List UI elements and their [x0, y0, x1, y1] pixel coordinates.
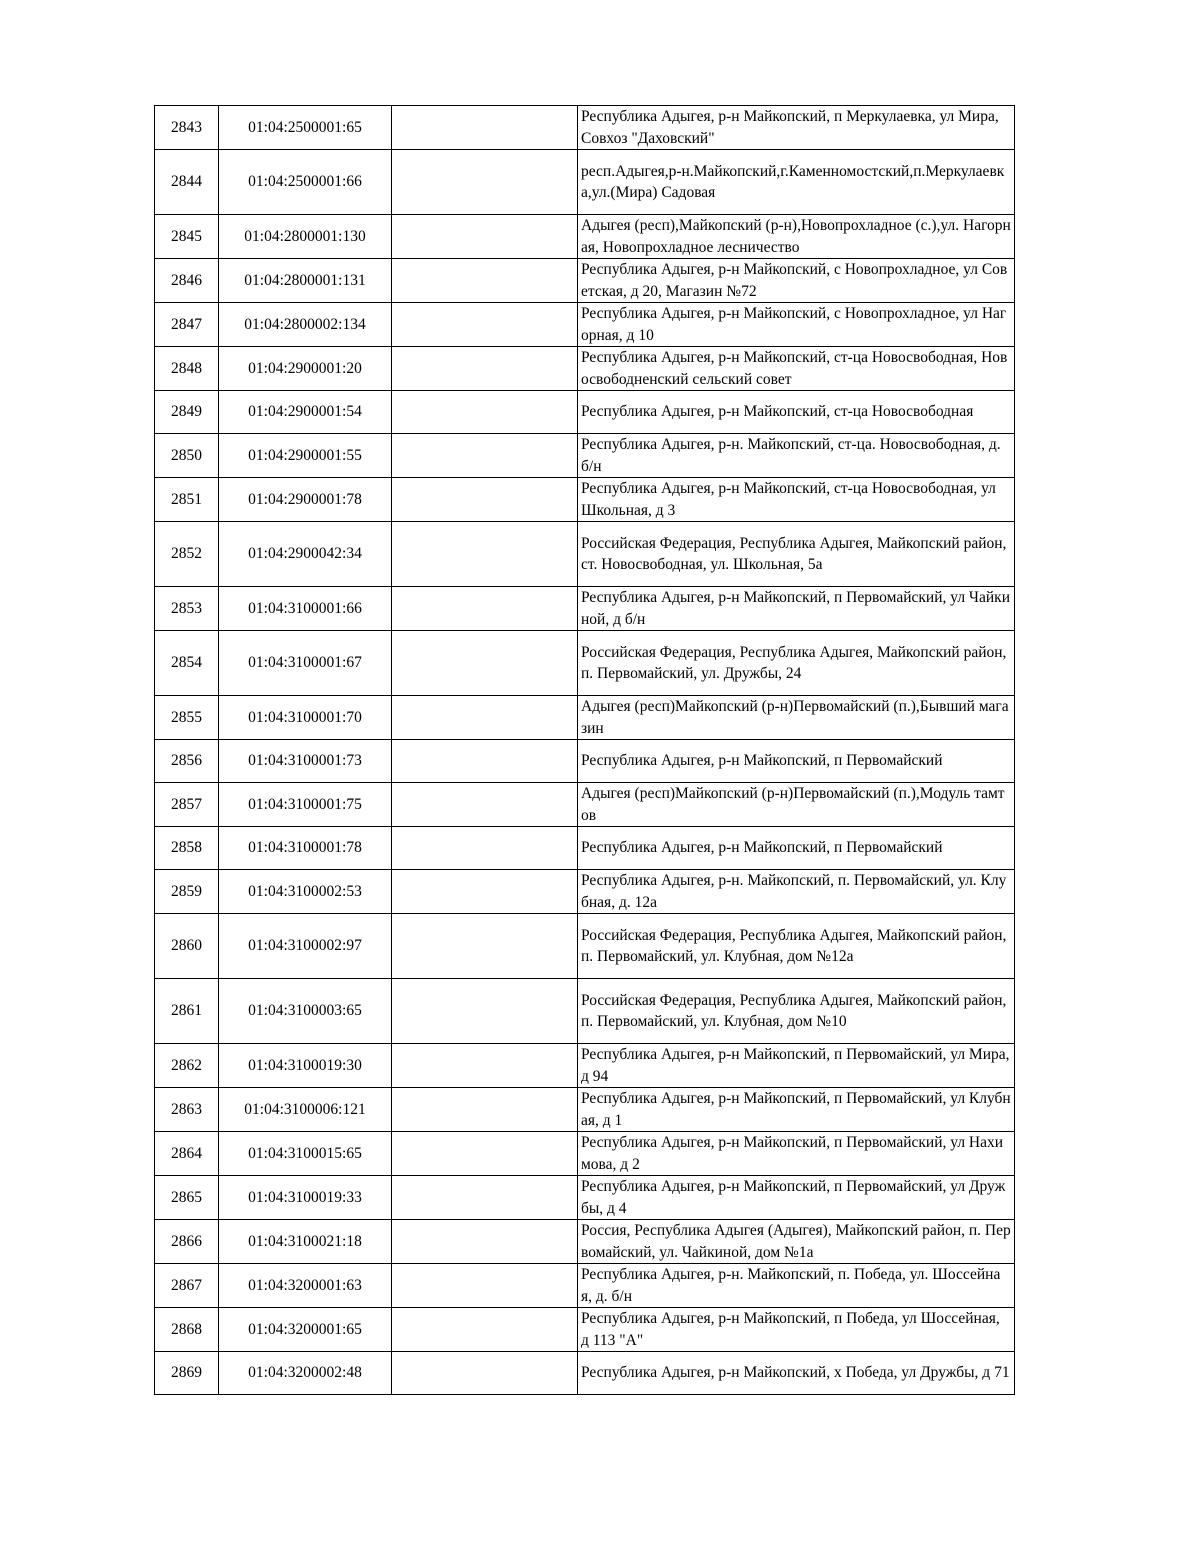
cadastral-number: 01:04:3200001:63 — [219, 1264, 392, 1308]
cadastral-number: 01:04:2900001:78 — [219, 478, 392, 522]
address: Республика Адыгея, р-н. Майкопский, п. Победа, ул. Шоссейная, д. б/н — [578, 1264, 1015, 1308]
address: Российская Федерация, Республика Адыгея, Майкопский район, п. Первомайский, ул. Клубная, дом №10 — [578, 979, 1015, 1044]
address: Адыгея (респ),Майкопский (р-н),Новопрохладное (с.),ул. Нагорная, Новопрохладное лесничество — [578, 215, 1015, 259]
address: Республика Адыгея, р-н Майкопский, ст-ца Новосвободная, ул Школьная, д 3 — [578, 478, 1015, 522]
row-number: 2850 — [155, 434, 219, 478]
row-number: 2857 — [155, 783, 219, 827]
table-row — [155, 1176, 1015, 1220]
table-row — [155, 631, 1015, 696]
row-number: 2853 — [155, 587, 219, 631]
empty-cell — [392, 740, 578, 783]
row-number: 2856 — [155, 740, 219, 783]
cadastral-number: 01:04:3100002:97 — [219, 914, 392, 979]
cadastral-number: 01:04:3100002:53 — [219, 870, 392, 914]
row-number: 2862 — [155, 1044, 219, 1088]
empty-cell — [392, 914, 578, 979]
row-number: 2860 — [155, 914, 219, 979]
cadastral-number: 01:04:3100001:70 — [219, 696, 392, 740]
empty-cell — [392, 1088, 578, 1132]
table-row — [155, 1044, 1015, 1088]
address: Республика Адыгея, р-н Майкопский, с Новопрохладное, ул Нагорная, д 10 — [578, 303, 1015, 347]
empty-cell — [392, 1308, 578, 1352]
table-row — [155, 587, 1015, 631]
row-number: 2861 — [155, 979, 219, 1044]
cadastral-number: 01:04:3100001:73 — [219, 740, 392, 783]
address: Республика Адыгея, р-н Майкопский, ст-ца Новосвободная — [578, 391, 1015, 434]
empty-cell — [392, 696, 578, 740]
empty-cell — [392, 522, 578, 587]
cadastral-number: 01:04:3200001:65 — [219, 1308, 392, 1352]
row-number: 2865 — [155, 1176, 219, 1220]
address: Республика Адыгея, р-н Майкопский, п Первомайский — [578, 827, 1015, 870]
row-number: 2845 — [155, 215, 219, 259]
empty-cell — [392, 478, 578, 522]
empty-cell — [392, 783, 578, 827]
address: Российская Федерация, Республика Адыгея, Майкопский район, ст. Новосвободная, ул. Школьная, 5а — [578, 522, 1015, 587]
empty-cell — [392, 150, 578, 215]
cadastral-number: 01:04:3100021:18 — [219, 1220, 392, 1264]
row-number: 2855 — [155, 696, 219, 740]
table-row — [155, 740, 1015, 783]
row-number: 2854 — [155, 631, 219, 696]
row-number: 2849 — [155, 391, 219, 434]
cadastral-number: 01:04:2800001:130 — [219, 215, 392, 259]
cadastral-number: 01:04:2500001:65 — [219, 106, 392, 150]
table-row — [155, 391, 1015, 434]
table-row — [155, 259, 1015, 303]
table-row — [155, 1088, 1015, 1132]
table-row — [155, 827, 1015, 870]
cadastral-number: 01:04:2800002:134 — [219, 303, 392, 347]
row-number: 2847 — [155, 303, 219, 347]
row-number: 2866 — [155, 1220, 219, 1264]
cadastral-number: 01:04:3100003:65 — [219, 979, 392, 1044]
row-number: 2858 — [155, 827, 219, 870]
address: Республика Адыгея, р-н Майкопский, п Первомайский, ул Нахимова, д 2 — [578, 1132, 1015, 1176]
cadastral-number: 01:04:3100015:65 — [219, 1132, 392, 1176]
cadastral-number: 01:04:3200002:48 — [219, 1352, 392, 1395]
empty-cell — [392, 1352, 578, 1395]
row-number: 2844 — [155, 150, 219, 215]
empty-cell — [392, 827, 578, 870]
table-row — [155, 979, 1015, 1044]
row-number: 2843 — [155, 106, 219, 150]
cadastral-number: 01:04:2500001:66 — [219, 150, 392, 215]
table-row — [155, 215, 1015, 259]
empty-cell — [392, 1264, 578, 1308]
empty-cell — [392, 631, 578, 696]
address: Российская Федерация, Республика Адыгея, Майкопский район, п. Первомайский, ул. Дружбы, 24 — [578, 631, 1015, 696]
cadastral-number: 01:04:2900001:54 — [219, 391, 392, 434]
address: Республика Адыгея, р-н. Майкопский, ст-ца. Новосвободная, д. б/н — [578, 434, 1015, 478]
address: Республика Адыгея, р-н Майкопский, п Первомайский, ул Дружбы, д 4 — [578, 1176, 1015, 1220]
cadastral-number: 01:04:2900001:55 — [219, 434, 392, 478]
row-number: 2867 — [155, 1264, 219, 1308]
row-number: 2863 — [155, 1088, 219, 1132]
address: респ.Адыгея,р-н.Майкопский,г.Каменномостский,п.Меркулаевка,ул.(Мира) Садовая — [578, 150, 1015, 215]
cadastral-number: 01:04:3100001:75 — [219, 783, 392, 827]
registry-table — [154, 105, 1015, 1395]
cadastral-number: 01:04:3100019:30 — [219, 1044, 392, 1088]
cadastral-number: 01:04:2900001:20 — [219, 347, 392, 391]
table-row — [155, 478, 1015, 522]
empty-cell — [392, 303, 578, 347]
row-number: 2868 — [155, 1308, 219, 1352]
empty-cell — [392, 870, 578, 914]
table-row — [155, 303, 1015, 347]
row-number: 2848 — [155, 347, 219, 391]
empty-cell — [392, 347, 578, 391]
address: Республика Адыгея, р-н Майкопский, х Победа, ул Дружбы, д 71 — [578, 1352, 1015, 1395]
empty-cell — [392, 1044, 578, 1088]
row-number: 2864 — [155, 1132, 219, 1176]
address: Россия, Республика Адыгея (Адыгея), Майкопский район, п. Первомайский, ул. Чайкиной, дом №1а — [578, 1220, 1015, 1264]
address: Республика Адыгея, р-н Майкопский, п Первомайский — [578, 740, 1015, 783]
address: Республика Адыгея, р-н Майкопский, п Первомайский, ул Мира, д 94 — [578, 1044, 1015, 1088]
empty-cell — [392, 1132, 578, 1176]
table-row — [155, 870, 1015, 914]
table-row — [155, 522, 1015, 587]
table-row — [155, 1132, 1015, 1176]
row-number: 2846 — [155, 259, 219, 303]
cadastral-number: 01:04:3100001:67 — [219, 631, 392, 696]
address: Адыгея (респ)Майкопский (р-н)Первомайский (п.),Бывший магазин — [578, 696, 1015, 740]
address: Республика Адыгея, р-н Майкопский, п Первомайский, ул Клубная, д 1 — [578, 1088, 1015, 1132]
empty-cell — [392, 391, 578, 434]
table-row — [155, 1352, 1015, 1395]
row-number: 2852 — [155, 522, 219, 587]
address: Республика Адыгея, р-н Майкопский, ст-ца Новосвободная, Новосвободненский сельский совет — [578, 347, 1015, 391]
address: Республика Адыгея, р-н Майкопский, с Новопрохладное, ул Советская, д 20, Магазин №72 — [578, 259, 1015, 303]
cadastral-number: 01:04:3100019:33 — [219, 1176, 392, 1220]
table-row — [155, 434, 1015, 478]
empty-cell — [392, 979, 578, 1044]
row-number: 2869 — [155, 1352, 219, 1395]
empty-cell — [392, 434, 578, 478]
table-row — [155, 1308, 1015, 1352]
table-row — [155, 914, 1015, 979]
empty-cell — [392, 1220, 578, 1264]
empty-cell — [392, 1176, 578, 1220]
cadastral-number: 01:04:3100001:78 — [219, 827, 392, 870]
empty-cell — [392, 259, 578, 303]
row-number: 2851 — [155, 478, 219, 522]
address: Республика Адыгея, р-н Майкопский, п Меркулаевка, ул Мира, Совхоз "Даховский" — [578, 106, 1015, 150]
empty-cell — [392, 215, 578, 259]
address: Республика Адыгея, р-н Майкопский, п Первомайский, ул Чайкиной, д б/н — [578, 587, 1015, 631]
cadastral-number: 01:04:3100006:121 — [219, 1088, 392, 1132]
address: Республика Адыгея, р-н Майкопский, п Победа, ул Шоссейная, д 113 "А" — [578, 1308, 1015, 1352]
registry-table-body — [155, 106, 1015, 1395]
row-number: 2859 — [155, 870, 219, 914]
table-row — [155, 783, 1015, 827]
cadastral-number: 01:04:3100001:66 — [219, 587, 392, 631]
address: Российская Федерация, Республика Адыгея, Майкопский район, п. Первомайский, ул. Клубная, дом №12а — [578, 914, 1015, 979]
address: Адыгея (респ)Майкопский (р-н)Первомайский (п.),Модуль тамтов — [578, 783, 1015, 827]
table-row — [155, 1264, 1015, 1308]
table-row — [155, 1220, 1015, 1264]
table-row — [155, 347, 1015, 391]
table-row — [155, 696, 1015, 740]
cadastral-number: 01:04:2800001:131 — [219, 259, 392, 303]
cadastral-number: 01:04:2900042:34 — [219, 522, 392, 587]
address: Республика Адыгея, р-н. Майкопский, п. Первомайский, ул. Клубная, д. 12а — [578, 870, 1015, 914]
empty-cell — [392, 587, 578, 631]
empty-cell — [392, 106, 578, 150]
table-row — [155, 150, 1015, 215]
table-row — [155, 106, 1015, 150]
